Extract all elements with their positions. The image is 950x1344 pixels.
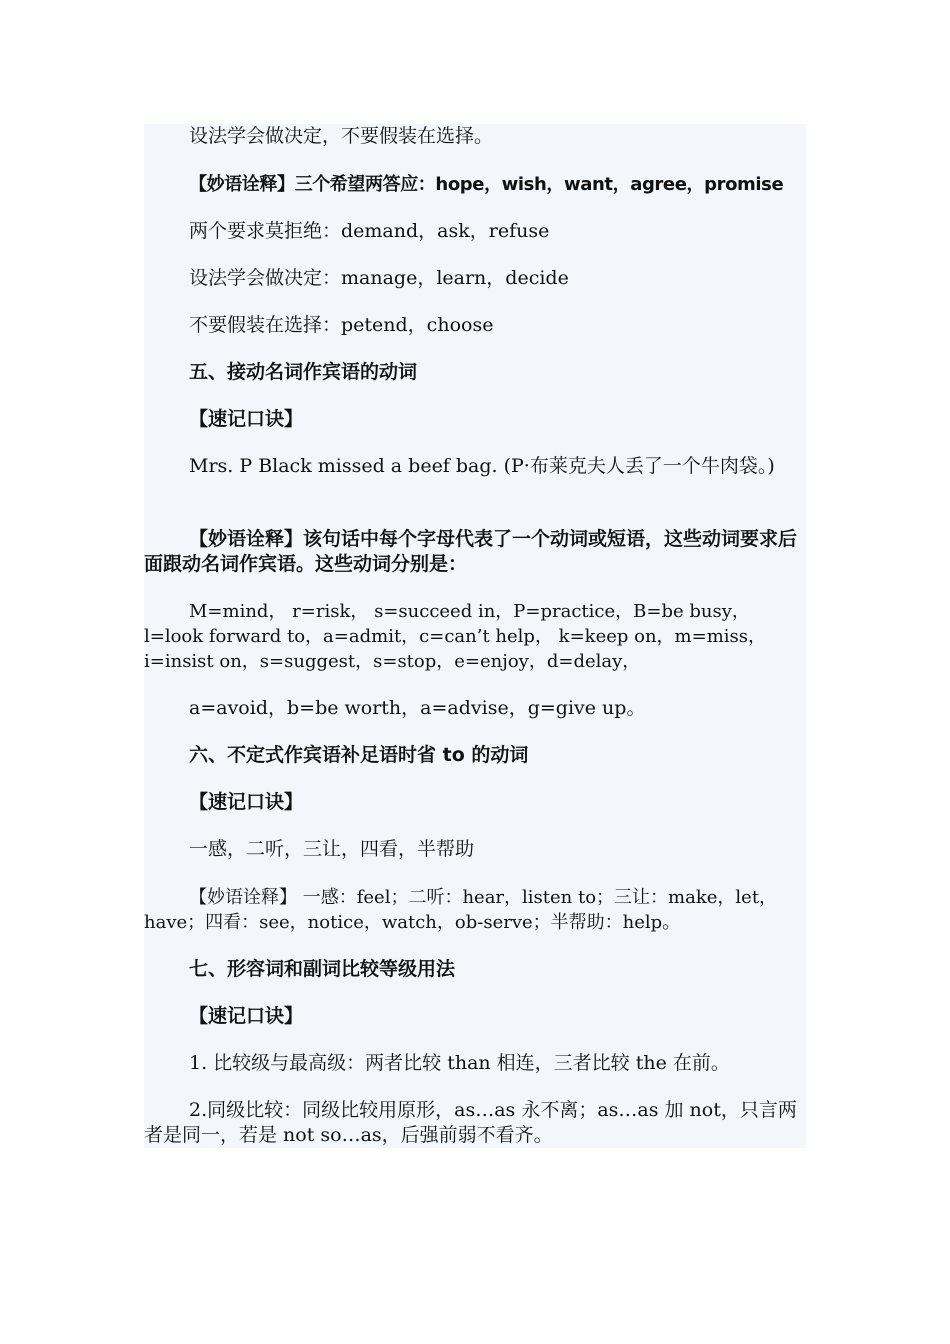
explanation-text: 【妙语诠释】 一感：feel；二听：hear，listen to；三让：make，let，have；四看：see，notice，watch，ob-serve；半帮助：help。	[144, 887, 778, 933]
rule-text: 1. 比较级与最高级：两者比较 than 相连，三者比较 the 在前。	[189, 1052, 730, 1074]
document-page	[144, 124, 806, 1148]
section-heading: 六、不定式作宾语补足语时省 to 的动词	[189, 744, 529, 766]
mnemonic-label: 【速记口诀】	[189, 791, 304, 813]
text-line: 两个要求莫拒绝：demand，ask，refuse	[189, 220, 550, 242]
text-line: 设法学会做决定，不要假装在选择。	[189, 125, 494, 147]
section-heading: 七、形容词和副词比较等级用法	[189, 958, 456, 980]
explanation-text: 【妙语诠释】该句话中每个字母代表了一个动词或短语，这些动词要求后面跟动名词作宾语。这些动词分别是：	[144, 528, 798, 575]
text-line: 不要假装在选择：petend，choose	[189, 314, 494, 336]
mnemonic-label: 【速记口诀】	[189, 1005, 304, 1027]
verb-list: a=avoid，b=be worth，a=advise，g=give up。	[189, 697, 646, 719]
explanation-heading: 【妙语诠释】三个希望两答应：hope，wish，want，agree，promise	[189, 174, 784, 195]
rule-text: 2.同级比较：同级比较用原形，as…as 永不离；as…as 加 not，只言两者是同一，若是 not so…as，后强前弱不看齐。	[144, 1099, 797, 1146]
text-line: 设法学会做决定：manage，learn，decide	[189, 267, 569, 289]
verb-list: M=mind， r=risk， s=succeed in，P=practice，B=be busy，l=look forward to，a=admit，c=can’t help， k=keep on，m=miss，i=insist on，s=suggest，s=stop，e=enjoy，d=delay，	[144, 601, 767, 672]
mnemonic-text: Mrs. P Black missed a beef bag. (P·布莱克夫人丢了一个牛肉袋。)	[189, 455, 775, 477]
mnemonic-text: 一感，二听，三让，四看，半帮助	[189, 838, 475, 860]
mnemonic-label: 【速记口诀】	[189, 408, 304, 430]
section-heading: 五、接动名词作宾语的动词	[189, 361, 418, 383]
